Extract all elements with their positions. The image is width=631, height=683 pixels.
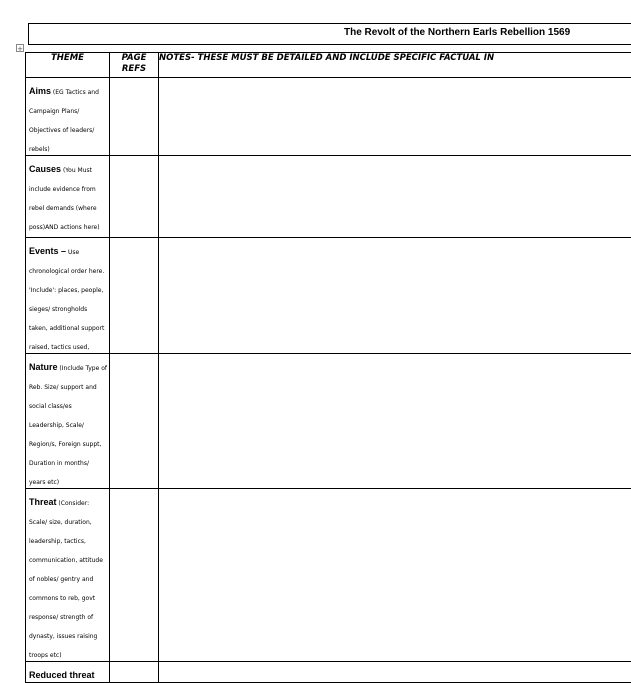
theme-desc: (Include Type of Reb. Size/ support and social class/es Leadership, Scale/ Region/s, Foreign suppt, Duration in months/ years etc) bbox=[29, 365, 107, 486]
table-row bbox=[26, 489, 631, 662]
theme-desc: (You Must include evidence from rebel demands (where poss)AND actions here) bbox=[29, 167, 100, 231]
theme-title: Aims bbox=[29, 86, 51, 96]
notes-table bbox=[25, 52, 631, 683]
header-notes: NOTES- THESE MUST BE DETAILED AND INCLUDE SPECIFIC FACTUAL IN bbox=[159, 53, 631, 78]
theme-cell[interactable] bbox=[26, 238, 110, 354]
page-refs-cell[interactable] bbox=[110, 662, 159, 683]
document-title: The Revolt of the Northern Earls Rebellion 1569 bbox=[344, 27, 570, 38]
page-refs-cell[interactable] bbox=[110, 354, 159, 489]
theme-title: Reduced threat bbox=[29, 670, 95, 680]
notes-cell[interactable] bbox=[159, 238, 631, 354]
table-row bbox=[26, 78, 631, 156]
header-page-refs: PAGE REFS bbox=[110, 53, 159, 78]
table-row bbox=[26, 238, 631, 354]
table-move-handle-icon[interactable]: + bbox=[16, 44, 24, 52]
theme-cell[interactable] bbox=[26, 354, 110, 489]
title-box bbox=[28, 23, 631, 45]
page-refs-cell[interactable] bbox=[110, 489, 159, 662]
theme-desc: (EG Tactics and Campaign Plans/ Objectives of leaders/ rebels) bbox=[29, 89, 99, 153]
notes-cell[interactable] bbox=[159, 156, 631, 238]
header-theme: THEME bbox=[26, 53, 110, 78]
table-row bbox=[26, 156, 631, 238]
table-row bbox=[26, 662, 631, 683]
theme-title: Causes bbox=[29, 164, 61, 174]
notes-cell[interactable] bbox=[159, 78, 631, 156]
notes-cell[interactable] bbox=[159, 662, 631, 683]
theme-desc: Use chronological order here. 'Include': places, people, sieges/ strongholds taken, additional support raised, tactics used, bbox=[29, 249, 104, 351]
theme-cell[interactable] bbox=[26, 78, 110, 156]
theme-title: Events – bbox=[29, 246, 66, 256]
theme-desc: (Consider: Scale/ size, duration, leadership, tactics, communication, attitude of nobles/ gentry and commons to reb, govt response/ strength of dynasty, issues raising troops etc) bbox=[29, 500, 103, 659]
notes-cell[interactable] bbox=[159, 354, 631, 489]
page-refs-cell[interactable] bbox=[110, 156, 159, 238]
table-row bbox=[26, 354, 631, 489]
theme-title: Nature bbox=[29, 362, 58, 372]
header-row bbox=[26, 53, 631, 78]
page-refs-cell[interactable] bbox=[110, 238, 159, 354]
theme-cell[interactable] bbox=[26, 662, 110, 683]
notes-cell[interactable] bbox=[159, 489, 631, 662]
theme-cell[interactable] bbox=[26, 489, 110, 662]
theme-cell[interactable] bbox=[26, 156, 110, 238]
page-refs-cell[interactable] bbox=[110, 78, 159, 156]
theme-title: Threat bbox=[29, 497, 57, 507]
